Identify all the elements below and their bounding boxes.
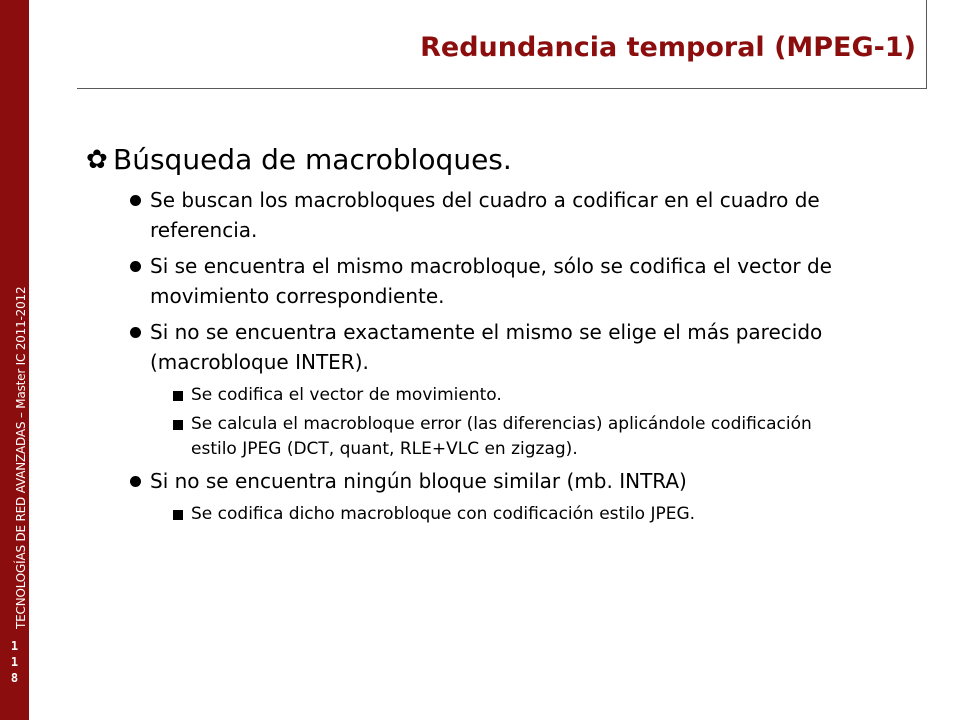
round-bullet-icon [130, 195, 141, 206]
round-bullet-icon [130, 476, 141, 487]
slide-title: Redundancia temporal (MPEG-1) [420, 32, 916, 63]
page-number [0, 638, 29, 686]
square-bullet-icon [173, 420, 183, 430]
heading-text: Búsqueda de macrobloques. [113, 143, 512, 176]
sub-list-item [173, 412, 851, 462]
list-item-text: Se buscan los macrobloques del cuadro a codificar en el cuadro de referencia. [150, 188, 820, 242]
slide-body [86, 140, 926, 531]
list-item-text: Si se encuentra el mismo macrobloque, sólo se codifica el vector de movimiento correspondiente. [150, 254, 832, 308]
sub-list-item-text: Se calcula el macrobloque error (las diferencias) aplicándole codificación estilo JPEG (DCT, quant, RLE+VLC en zigzag). [191, 414, 812, 459]
heading-item [86, 140, 926, 180]
list-item [130, 185, 890, 245]
round-bullet-icon [130, 261, 141, 272]
course-label: TECNOLOGÍAS DE RED AVANZADAS – Master IC 2011-2012 [14, 286, 28, 629]
sub-list-item-text: Se codifica el vector de movimiento. [191, 385, 502, 405]
list-item [130, 251, 890, 311]
sidebar-band [0, 0, 29, 720]
flower-bullet-icon: ✿ [86, 145, 108, 175]
title-divider [77, 88, 927, 89]
title-divider-vertical [926, 0, 927, 89]
list-item [130, 466, 890, 496]
sub-list-item-text: Se codifica dicho macrobloque con codificación estilo JPEG. [191, 504, 696, 524]
list-item-text: Si no se encuentra ningún bloque similar (mb. INTRA) [150, 469, 687, 493]
sub-list-item [173, 383, 851, 408]
page-number-digit: 1 [10, 639, 19, 653]
square-bullet-icon [173, 510, 183, 520]
round-bullet-icon [130, 327, 141, 338]
sub-list-item [173, 502, 851, 527]
list-item-text: Si no se encuentra exactamente el mismo se elige el más parecido (macrobloque INTER). [150, 320, 823, 374]
square-bullet-icon [173, 391, 183, 401]
page-number-digit: 8 [10, 671, 19, 685]
list-item [130, 317, 890, 377]
page-number-digit: 1 [10, 655, 19, 669]
